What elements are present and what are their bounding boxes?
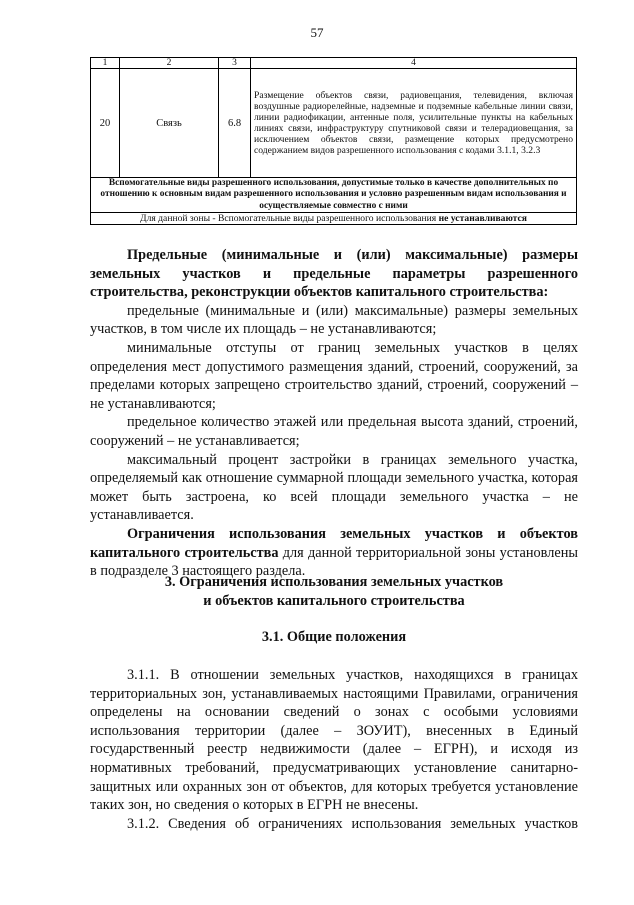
note-row [91,212,577,224]
aux-uses-note [91,212,577,224]
aux-title-row [91,178,577,213]
row-use-description: Размещение объектов связи, радиовещания, телевидения, включая воздушные радиорелейные, надземные и подземные кабельные линии связи, линии радиофикации, антенные поля, усилительные пункты на кабельных линиях связи, инфраструктуру спутниковой связи и телерадиовещания, за исключением объектов связи, размещение которых предусмотрено содержанием видов разрешенного использования с кодами 3.1.1, 3.2.3 [251,69,577,178]
table-header-cell: 4 [251,58,577,69]
table-header-row [91,58,577,69]
row-number: 20 [91,69,120,178]
aux-uses-title: Вспомогательные виды разрешенного использования, допустимые только в качестве дополнительных по отношению к основным видам разрешенного использования и условно разрешенным видам использования и осуществляемые совместно с ними [91,178,577,213]
note-prefix: Для данной зоны - Вспомогательные виды разрешенного использования [140,212,437,224]
section-3-body [90,666,578,833]
paragraph-3-1-2: 3.1.2. Сведения об ограничениях использования земельных участков [127,815,578,832]
table-header-cell: 1 [91,58,120,69]
limits-paragraph: максимальный процент застройки в границах земельного участка, определяемый как отношение суммарной площади земельного участка, которая может быть застроена, ко всей площади земельного участка – не устанавливается. [90,451,578,524]
section-3-title [90,573,578,610]
limits-paragraph: предельное количество этажей или предельная высота зданий, строений, сооружений – не устанавливается; [90,414,578,449]
page-number: 57 [310,25,324,40]
row-use-code: 6.8 [219,69,251,178]
note-bold: не устанавливаются [438,212,527,224]
table-header-cell: 3 [219,58,251,69]
row-use-name: Связь [120,69,219,178]
limits-heading: Предельные (минимальные и (или) максимальные) размеры земельных участков и предельные параметры разрешенного строительства, реконструкции объектов капитального строительства: [90,247,578,301]
subsection-3-1-title: 3.1. Общие положения [261,629,407,645]
paragraph-3-1-1: 3.1.1. В отношении земельных участков, находящихся в границах территориальных зон, устанавливаемых настоящими Правилами, ограничения определены на основании сведений о зонах с особыми условиями использования территории (далее – ЗОУИТ), внесенных в Единый государственный реестр недвижимости (далее – ЕГРН), и исходя из нормативных требований, предусматривающих установление санитарно-защитных или охранных зон от объектов, для которых требуется установление таких зон, но сведения о которых в ЕГРН не внесены. [90,667,578,814]
restrictions-bold: Ограничения использования земельных участков и объектов капитального строительства [90,525,578,561]
land-use-table [90,57,577,225]
limits-paragraph: минимальные отступы от границ земельных участков в целях определения мест допустимого размещения зданий, строений, сооружений, за пределами которых запрещено строительство зданий, строений, сооружений – не устанавливаются; [90,339,578,412]
section-3-title-line: 3. Ограничения использования земельных участков [164,574,504,590]
section-3-title-line: и объектов капитального строительства [203,592,465,609]
limits-section [90,246,578,581]
table-header-cell: 2 [120,58,219,69]
restrictions-rest: для данной территориальной зоны установлены в подразделе 3 настоящего раздела. [90,544,578,580]
limits-paragraph: предельные (минимальные и (или) максимальные) размеры земельных участков, в том числе их площадь – не устанавливаются; [90,302,578,338]
table-row [91,69,577,178]
